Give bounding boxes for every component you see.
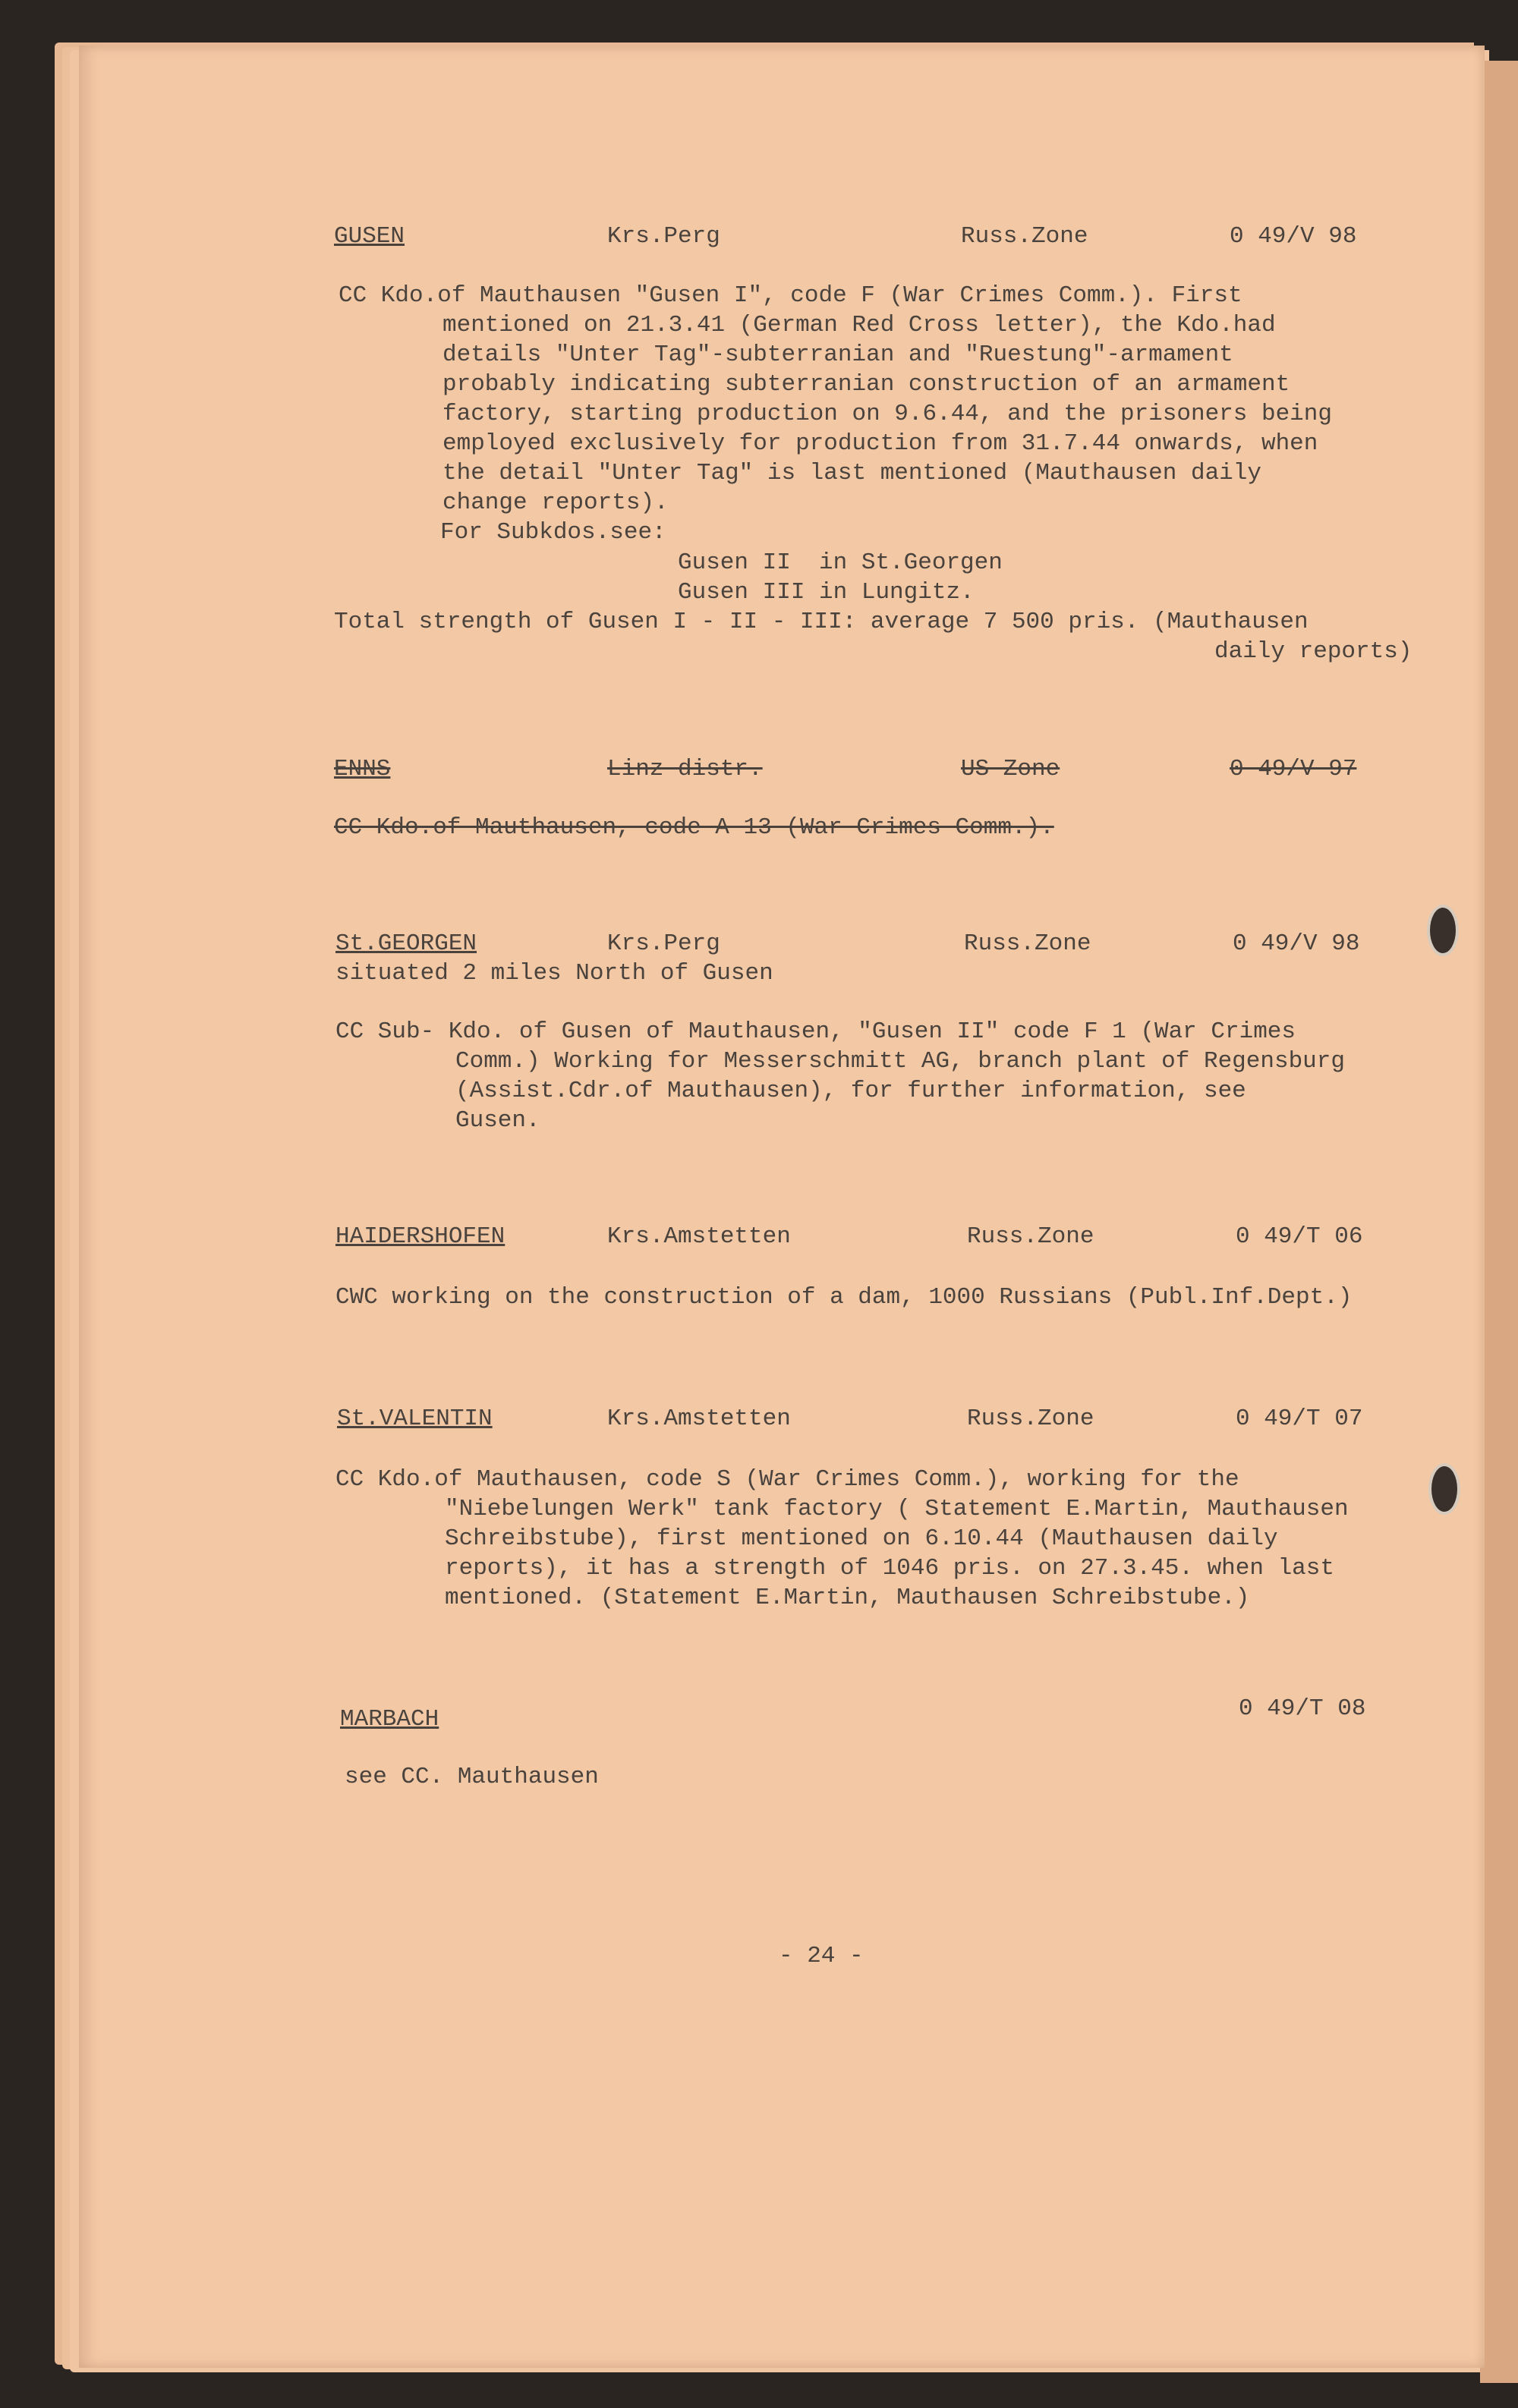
text-line: the detail "Unter Tag" is last mentioned (Mauthausen daily bbox=[442, 460, 1261, 486]
entry-code: 0 49/T 07 bbox=[1236, 1405, 1363, 1432]
text-line: Comm.) Working for Messerschmitt AG, branch plant of Regensburg bbox=[455, 1048, 1345, 1075]
text-line: Schreibstube), first mentioned on 6.10.44 (Mauthausen daily bbox=[445, 1525, 1278, 1552]
binding-hole-top bbox=[1427, 905, 1459, 956]
entry-code: 0 49/V 98 bbox=[1233, 930, 1360, 957]
entry-name: St.VALENTIN bbox=[337, 1405, 493, 1432]
text-line: mentioned on 21.3.41 (German Red Cross letter), the Kdo.had bbox=[442, 312, 1276, 338]
entry-name: MARBACH bbox=[340, 1706, 439, 1733]
text-line: For Subkdos.see: bbox=[440, 519, 666, 546]
entry-code: 0 49/T 06 bbox=[1236, 1223, 1363, 1250]
entry-name: ENNS bbox=[334, 756, 391, 782]
total-strength-line: Total strength of Gusen I - II - III: average 7 500 pris. (Mauthausen bbox=[334, 609, 1309, 635]
entry-district: Krs.Perg bbox=[607, 223, 720, 250]
text-line: Gusen. bbox=[455, 1107, 540, 1134]
entry-code: 0 49/V 97 bbox=[1230, 756, 1357, 782]
location-line: situated 2 miles North of Gusen bbox=[335, 960, 773, 987]
entry-district: Krs.Amstetten bbox=[607, 1405, 791, 1432]
entry-code: 0 49/V 98 bbox=[1230, 223, 1357, 250]
entry-district: Linz distr. bbox=[607, 756, 763, 782]
subkdo-line: Gusen III in Lungitz. bbox=[678, 579, 975, 606]
text-line: CC Kdo.of Mauthausen "Gusen I", code F (War Crimes Comm.). First bbox=[339, 282, 1242, 309]
text-line: CC Kdo.of Mauthausen, code A 13 (War Crimes Comm.). bbox=[334, 814, 1054, 841]
entry-district: Krs.Perg bbox=[607, 930, 720, 957]
binding-hole-bottom bbox=[1428, 1463, 1460, 1515]
text-line: reports), it has a strength of 1046 pris. on 27.3.45. when last bbox=[445, 1555, 1334, 1582]
text-line: mentioned. (Statement E.Martin, Mauthausen Schreibstube.) bbox=[445, 1585, 1250, 1611]
total-strength-line: daily reports) bbox=[1214, 638, 1412, 665]
text-line: details "Unter Tag"-subterranian and "Ruestung"-armament bbox=[442, 342, 1233, 368]
entry-name: HAIDERSHOFEN bbox=[335, 1223, 505, 1250]
text-line: factory, starting production on 9.6.44, and the prisoners being bbox=[442, 401, 1332, 427]
entry-zone: US Zone bbox=[961, 756, 1060, 782]
entry-district: Krs.Amstetten bbox=[607, 1223, 791, 1250]
text-line: probably indicating subterranian construction of an armament bbox=[442, 371, 1290, 398]
entry-zone: Russ.Zone bbox=[964, 930, 1091, 957]
entry-zone: Russ.Zone bbox=[961, 223, 1088, 250]
text-line: CC Kdo.of Mauthausen, code S (War Crimes Comm.), working for the bbox=[335, 1466, 1239, 1493]
entry-name: St.GEORGEN bbox=[335, 930, 477, 957]
page-number: - 24 - bbox=[779, 1943, 864, 1969]
entry-name: GUSEN bbox=[334, 223, 405, 250]
entry-code: 0 49/T 08 bbox=[1239, 1695, 1366, 1722]
facing-page-edge bbox=[1480, 61, 1518, 2383]
text-line: CWC working on the construction of a dam, 1000 Russians (Publ.Inf.Dept.) bbox=[335, 1284, 1353, 1311]
entry-zone: Russ.Zone bbox=[967, 1223, 1094, 1250]
text-line: "Niebelungen Werk" tank factory ( Statement E.Martin, Mauthausen bbox=[445, 1496, 1349, 1522]
entry-zone: Russ.Zone bbox=[967, 1405, 1094, 1432]
text-line: employed exclusively for production from 31.7.44 onwards, when bbox=[442, 430, 1318, 457]
text-line: see CC. Mauthausen bbox=[345, 1764, 599, 1790]
text-line: CC Sub- Kdo. of Gusen of Mauthausen, "Gusen II" code F 1 (War Crimes bbox=[335, 1018, 1296, 1045]
subkdo-line: Gusen II in St.Georgen bbox=[678, 549, 1003, 576]
text-line: (Assist.Cdr.of Mauthausen), for further information, see bbox=[455, 1078, 1246, 1104]
text-line: change reports). bbox=[442, 489, 669, 516]
